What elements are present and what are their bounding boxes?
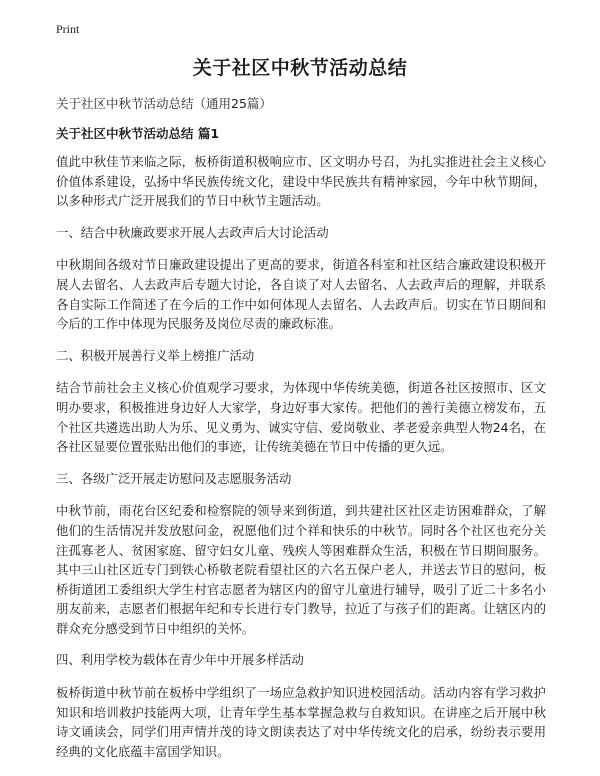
section-1-heading: 一、结合中秋廉政要求开展人去政声后大讨论活动: [56, 224, 329, 240]
document-subtitle: 关于社区中秋节活动总结（通用25篇）: [56, 96, 272, 111]
section-3-heading: 三、各级广泛开展走访慰问及志愿服务活动: [56, 470, 292, 486]
section-4-body: 板桥街道中秋节前在板桥中学组织了一场应急救护知识进校园活动。活动内容有学习救护知识和培训救护技能两大项，让青年学生基本掌握急救与自救知识。在讲座之后开展中秋诗文诵读会，同学们用声情并茂的诗文朗读表达了对中华传统文化的启承，纷纷表示要用经典的文化底蕴丰富国学知识。: [56, 685, 546, 759]
section-4-heading: 四、利用学校为载体在青少年中开展多样活动: [56, 652, 304, 668]
intro-paragraph: 值此中秋佳节来临之际，板桥街道积极响应市、区文明办号召，为扎实推进社会主义核心价值体系建设，弘扬中华民族传统文化，建设中华民族共有精神家园，今年中秋节期间，以多种形式广泛开展我们的节日中秋节主题活动。: [56, 154, 546, 209]
page-title: 关于社区中秋节活动总结: [192, 57, 408, 79]
section-1-body: 中秋期间各级对节日廉政建设提出了更高的要求，街道各科室和社区结合廉政建设积极开展人去留名、人去政声后专题大讨论，各自谈了对人去留名、人去政声后的理解，并联系各自实际工作简述了在今后的工作中如何体现人去留名、人去政声后。切实在节日期间和今后的工作中体现为民服务及岗位尽责的廉政标准。: [56, 257, 546, 332]
section-3-body: 中秋节前，雨花台区纪委和检察院的领导来到街道，到共建社区社区走访困难群众，了解他们的生活情况并发放慰问金，祝愿他们过个祥和快乐的中秋节。同时各个社区也充分关注孤寡老人、贫困家庭、留守妇女儿童、残疾人等困难群众生活，积极在节日期间服务。其中三山社区近专门到铁心桥敬老院看望社区的六名五保户老人，并送去节日的慰问，板桥街道团工委组织大学生村官志愿者为辖区内的留守儿童进行辅导，吸引了近二十多名小朋友前来，志愿者们根据年纪和专长进行专门教导，拉近了与孩子们的距离。让辖区内的群众充分感受到节日中组织的关怀。: [56, 503, 546, 636]
print-link[interactable]: Print: [56, 22, 80, 36]
section-2-body: 结合节前社会主义核心价值观学习要求，为体现中华传统美德，街道各社区按照市、区文明办要求，积极推进身边好人大家学，身边好事大家传。把他们的善行美德立榜发布，五个社区共遴选出助人为乐、见义勇为、诚实守信、爱岗敬业、孝老爱亲典型人物24名，在各社区显要位置张贴出他们的事迹，让传统美德在节日中传播的更久远。: [56, 380, 546, 455]
article-heading: 关于社区中秋节活动总结 篇1: [56, 126, 220, 141]
section-2-heading: 二、积极开展善行义举上榜推广活动: [56, 347, 255, 363]
article-body: [56, 152, 546, 773]
